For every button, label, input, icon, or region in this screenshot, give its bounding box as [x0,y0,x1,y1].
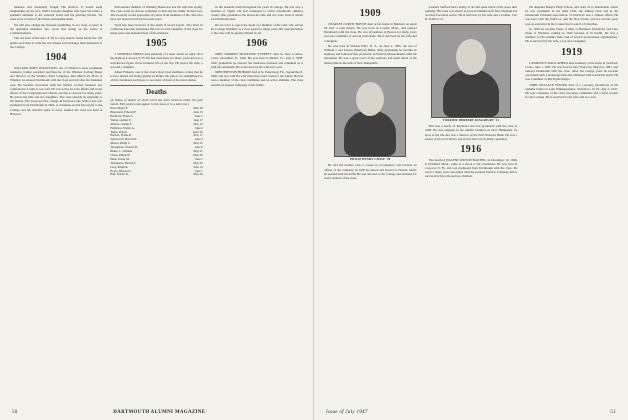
body-text: JOHN WARREN MCKENZIE EVERETT died in New London, Conn., December 31, 1946. He was born in Bethel, Vt., July 4, 1883. After graduation he entered the insurance business and remained in it until his retirement. He is survived by his wife and a son. [210,52,303,69]
death-date: June 1 [194,156,203,161]
deaths-list [110,107,202,177]
body-text: He was born in Walden Falls, N. Y., on June 2, 1885, the son of William J. and Lenore (Shattuck) Blake. After graduating he became an engineer and followed that profession in Western Massachusetts until his retirement. He was a great lover of the outdoors and spent much of his leisure time in the hills of New Hampshire. [324,43,417,65]
right-column-2 [425,5,518,404]
death-date: May 28 [193,106,203,111]
body-text: business and eventually bought The Review. It would seem heightening up the plot 1902's favorite daughter had been his bride, a splendid reminder to the editorial board and his grieving friends. We were sorry to learn of his illness and sudden death. [10,5,103,22]
class-year-heading: 1906 [246,38,268,50]
class-year-heading: 1916 [460,143,482,155]
death-name: Wentworth, Harold D. [110,137,138,142]
deaths-intro: [A listing of deaths of which word has been received within the past month. Full notices may appear in this issue or in a later one.] [110,97,203,106]
death-name: Bradford, Frank A. [110,113,134,118]
right-page [314,0,628,420]
photo-caption: TORRIER HERBERT KINGSBURY '15 [442,117,500,122]
left-footer [0,410,313,416]
death-date: June 4 [194,137,203,142]
body-text: J. WENDELL PHIPPS died suddenly of a heart attack on April 18 at his home in Concord, N. H. He had lived there for many years and was a well-known figure in the business life of the city. He leaves his wife, a son and a daughter. [110,52,203,69]
left-column-2 [110,5,202,404]
death-date: June 2 [194,125,203,130]
death-name: Chase, Philip W. [110,152,131,157]
portrait-body [443,69,499,117]
body-text: We are sorry to report the death of a member of the class who served the College faithfully as a class agent for many years. His cheerful letters to the class will be greatly missed by all. [210,22,303,36]
death-date: April 20 [192,129,203,134]
body-text: Albert Flaherty, one of the class's most loyal members, writes that he is now retired and living quietly in Maine. He asks to be remembered to all his classmates and hopes to see many of them at the next reunion. [110,70,203,83]
body-text: The old town of the days of '04 is a tiny sketch. Some hardy few still gather each June to walk the old campus and exchange their memories of the College. [10,36,103,49]
body-text: He attended Bangor High School, and went on to Dartmouth, where he was prominent in the Rifle Club, the Outing Club and in the Dartmouth Christian Association, of which he was a cabinet officer. He was later with the Y.M.C.A. and the Boy Scouts, and for several years was an executive in the Connecticut Council of Churches. [525,5,619,26]
class-year-heading: 1909 [359,8,381,19]
death-date: May 25 [193,149,203,154]
death-date: May 23 [193,141,203,146]
body-text: Leonard Stafford had a hobby of art and spent much of his spare time painting. His work was shown at several exhibitions in New England and received favorable notice. He is survived by his wife and a brother, Carl H. Stafford '11. [424,5,518,22]
portrait-photo [431,24,511,118]
body-text: Word has been received of the death of Lloyd Lynch, who lived in California since his retirement. He was an active member of the class for many years and attended most of the reunions. [110,22,203,36]
death-name: Ellis, Henry P. [110,106,128,111]
left-column-1 [10,5,102,404]
class-year-heading: 1919 [561,46,583,58]
death-name: Boyle, Bernard J. [110,168,132,173]
body-text: Phil was a native of Raymond and was graduated with the class in 1909. He was engaged in the lumber business in New Hampshire for most of his life and was a director of the First National Bank. He was a trustee of his local library and served his town in many capacities. [424,124,518,141]
body-text: JOHN WALLACE FOSTER died of a coronary thrombosis at his summer home on Lake Winnipesaukee, Wolfeboro, N. H., July 2, 1947. He was a member of the class executive committee and a loyal worker for the College. He is survived by his wife and two sons. [525,82,619,100]
death-name: Mason, Philip C. [110,141,131,146]
page-number: 51 [610,410,616,415]
portrait-photo [334,67,406,157]
body-text: The death of WALTER WILSON BAXTER, on December 19, 1946, in Pittsfield, Mass., came as a shock to his classmates. He was born in Concord, N. H., and was graduated from Dartmouth with the class. He was for many years associated with the General Electric Company and is survived by his wife and two children. [424,157,518,179]
death-name: Thompson, Harold T. [110,160,137,165]
portrait-body [344,110,396,156]
photo-caption: PHILIP HENRY CHASE '09 [350,156,391,161]
body-text: on the baseball team throughout his years in college. He was also a member of Sigma Chi and continued to follow Dartmouth athletics closely after graduation. He leaves his wife and two sons, both of whom are Dartmouth men. [210,5,303,22]
body-text: WILLIAM AMES KNOWLTON, one of Windsor's most prominent residents, former president and director of the Windsor Savings Bank, and director of the Windsor Trust Company, died March 25. Born in Windsor, he entered Dartmouth with the class and left after his freshman year. He became associated with his father's woolen business and continued in it until it was sold. He was active in town affairs and in the affairs of the Congregational Church, serving as deacon for many years. He leaves his wife and two daughters. The class extends its sympathy to his family. The proposed fine college in Kenyon Lake School and was graduated from Dartmouth in 1904. A classmate recalls his loyalty to the College and his cheerful spirit at every reunion the class has held in Hanover. [10,65,103,116]
death-date: June 14 [193,164,203,169]
body-text: He and his brother took a course in accountancy and became an officer of the company. In 1930 he retired and moved to Florida, where he resided until his death. He was devoted to the College and returned for every reunion of the class. [324,163,417,180]
death-name: Blanchard, Edward F. [110,109,137,114]
death-date: June 9 [194,145,203,150]
issue-line: Issue of July 1947 [326,410,368,415]
magazine-title: DARTMOUTH ALUMNI MAGAZINE [113,410,206,415]
death-date: May 20 [193,152,203,157]
death-name: Walker, Arthur E. [110,117,132,122]
death-name: Blake, C. Gillman [110,149,133,154]
death-name: Gray, Ralph R. [110,164,129,169]
left-column-3 [211,5,303,404]
right-footer [314,410,628,416]
portrait-face [356,82,384,116]
death-name: Bartlett, Frank R. [110,133,132,138]
death-name: Thompson, Chester H. [110,145,138,150]
class-year-heading: 1904 [45,51,67,63]
death-name: Hunt, Lester M. [110,156,130,161]
death-date: June 17 [193,117,203,122]
class-year-heading: 1905 [145,38,168,50]
death-name: Ball, Robert R. [110,172,129,177]
death-name: Hamilton, Walter A. [110,125,135,130]
body-text: We will now change the frequent grumbling, in our class, to news of the cherished members who wrote this spring on the notice of Commencement. [10,22,103,36]
death-date: May 26 [193,172,203,177]
body-text: JOHN PRESTON HOBART died at St. Petersburg, Fla., September 6, 1946, and was with his wife when they went south for the winter. He had been a member of the class committee and an active alumnus. The class extends its deepest sympathy to his family. [210,70,303,87]
death-date: May 10 [193,121,203,126]
death-date: June 1 [194,168,203,173]
portrait-face [456,39,486,75]
right-column-1 [324,5,417,404]
right-column-3 [525,5,618,404]
death-date: May 17 [193,133,203,138]
body-text: LAWRENCE WALD AHERN died suddenly at his home in Stratford, Conn., June 1, 1947. He was born in New York City, March 4, 1897, and entered Dartmouth with the class. After his college years he became associated with a brokerage firm and remained with it until his death. He was a member of Phi Sigma Kappa. [525,60,619,82]
death-date: June 13 [193,109,203,114]
death-entry [110,173,202,177]
death-date: June 5 [194,113,203,118]
body-text: In 1939 he became Dean of Men at Bucknell University and later Dean of Students, retiring in 1945 because of ill health. He was a member of Phi Gamma Delta and of several professional organizations. He is survived by his wife, a son and a daughter. [525,26,619,44]
divider [110,85,202,86]
deaths-heading: Deaths [146,87,167,96]
death-name: Allison, Joseph F. [110,121,132,126]
death-date: May 20 [193,160,203,165]
page-number: 50 [12,410,18,415]
body-text: CHARLES CURTIS BOYNE died at his home in Belmont on April 29 after a long illness. He was born in Lowell, Mass., and entered Dartmouth with the class. He was in business in Boston for many years and was a member of several clubs there. He is survived by his wife and a daughter. [324,22,417,43]
death-name: Tuttle, Robert [110,129,128,134]
body-text: Still another member of Winning House has lost his wife this spring. The class sends its sincere sympathy to him and his family in their loss. The secretary would appreciate any news from members of the class who have not been heard from in recent years. [110,5,203,22]
